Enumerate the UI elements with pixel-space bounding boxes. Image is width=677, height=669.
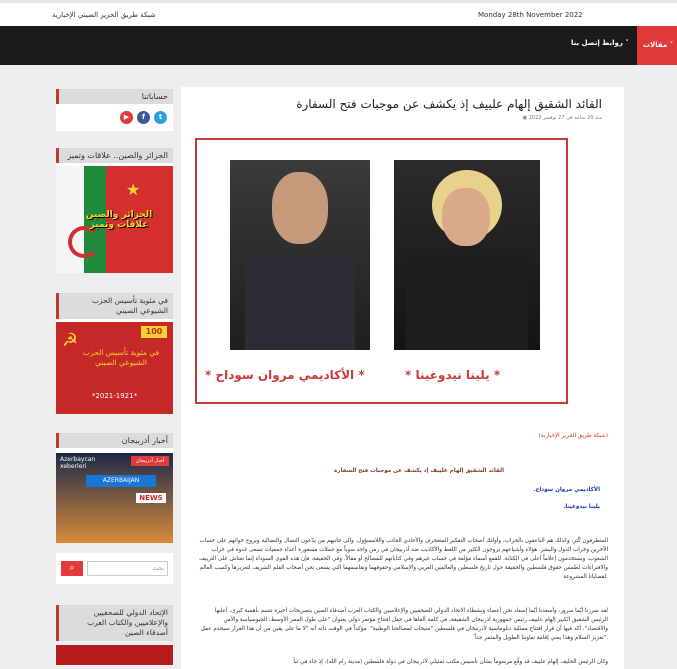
clock-icon: ▣ xyxy=(522,115,529,121)
photo-yelena xyxy=(394,160,540,350)
azerbaijan-news-label: NEWS xyxy=(136,493,166,503)
algeria-china-image[interactable] xyxy=(56,166,173,273)
nav-item-articles[interactable]: مقالات ˅ xyxy=(637,26,677,65)
hammer-sickle-icon: ☭ xyxy=(62,330,79,351)
sidebar-section-algeria xyxy=(56,148,173,273)
author-marwan: .الأكاديمي مروان سوداح xyxy=(533,487,600,493)
article-meta: ▣ منذ 20 ساعة في 27 نوفمبر 2022 xyxy=(522,115,602,121)
sidebar-section-azerbaijan xyxy=(56,433,173,584)
cpc-image-text: في مئوية تأسيس الحزب الشيوعي الصيني xyxy=(82,348,160,367)
widget-title-cpc: في مئوية تأسيس الحزب الشيوعي الصيني xyxy=(56,293,173,319)
article-title: القائد الشقيق إلهام علييف إذ يكشف عن موجبات فتح السفارة xyxy=(296,97,602,111)
sidebar xyxy=(56,89,173,131)
search-widget xyxy=(56,553,173,584)
algeria-widget-box xyxy=(56,163,173,273)
search-button[interactable] xyxy=(61,561,83,576)
search-input[interactable]: بحث xyxy=(87,561,168,576)
author-yelena: .يلينا نيدوغينا xyxy=(563,504,600,510)
article-paragraph-1: المتطرفون كُثر، وكذلك هم الناعقون بالخراب، وأولئك أصحاب التفكير المتعجرف والأحادي الجانب واللامسؤول، والى جانبهم من يدّعون النضال والنضالية ويروج خوائهم على حساب الآخرين وخراب الدول والبشر. هؤلاء وأشياعهم يروجون الكثير من اللغط والأكاذيب ضد أذربيجان في زمن واحد سوياً مع حملات مسعورة أعداء جمعيات تسعى غدوة في خراب الشعوب، ويستخدمون إعلاماً أعلى في الكتابة. للقمع أسماء مؤلفة في حساب غيرهم وفي كتاباتهم للمصالح أو مقالاً. وفي الحقيقة، فإن هذه القوى السوداء إنما تعتاش على التزييف والافتراءات لطمس حقوق فلسطين والحقيقة حول تاريخ فلسطين والعالمين العربي والإسلامي وحقوقهما وتقاسمهما التي يسعى نحن أصحاب القلم الشريف لتعزيزها وكسب العالم لقضايانا المشروعة. xyxy=(199,538,608,580)
article-subtitle: القائد الشقيق إلهام علييف إذ يكشف عن موجبات فتح السفارة xyxy=(333,468,504,474)
article-source: (شبكة طريق الحرير الإخبارية) xyxy=(538,433,608,439)
widget-title-accounts: حساباتنا xyxy=(56,89,173,104)
azerbaijan-image-text: Azerbaycan xeberleri xyxy=(60,456,96,470)
azerbaijan-widget-box xyxy=(56,448,173,543)
algeria-image-text: الجزائر والصين علاقات وتميز xyxy=(85,210,153,230)
widget-title-azerbaijan: أخبار أذربيجان xyxy=(56,433,173,448)
main-navigation xyxy=(0,26,677,65)
nav-item-links[interactable]: روابط ˅ xyxy=(602,39,629,47)
nav-item-contact[interactable]: إتصل بنا xyxy=(571,39,600,47)
site-name[interactable]: شبكة طريق الحرير الصيني الإخبارية xyxy=(52,11,156,19)
current-date: Monday 28th November 2022 xyxy=(478,11,583,19)
twitter-icon[interactable]: t xyxy=(154,111,167,124)
sidebar-section-union xyxy=(56,605,173,665)
facebook-icon[interactable]: f xyxy=(137,111,150,124)
cpc-widget-box xyxy=(56,319,173,414)
star-icon: ★ xyxy=(126,180,141,199)
caption-yelena: * يلينا نيدوغينا * xyxy=(405,368,501,382)
article-paragraph-2: لقد سررنا أيّما سرور، وأسعدنا أيّما إسعاد نحن أعضاء ونشطاء الاتحاد الدولي للصحفيين والإعلاميين والكتاب العرب أصدقاء الصين بتصريحات أخيرة تتسم بأهمية كبرى، أعلنها الرئيس الشقيق الكبير إلهام علييف رئيس جمهورية أذربيجان الشقيقة، في كلمة ألقاها في حفل افتتاح مؤتمر دولي بعنوان "على طول الممر الأوسط: الجيوسياسة والأمن والاقتصاد"، أكد فيها أن قرار افتتاح ممثلية دبلوماسية لأذربيجان في فلسطين "سيحاب لمصالحنا الوطنية". مؤكداً في الوقت ذاته أنه "لا ما على يقين من أن هذا القرار سيحدم عمل تعزيز السلام وهذا يعني إقامة تعاوننا الطويل والمثمر جداً". xyxy=(200,608,608,641)
sidebar-section-cpc xyxy=(56,293,173,414)
widget-title-union: الإتحاد الدولي للصحفيين والإعلاميين والكتاب العرب أصدقاء الصين xyxy=(56,605,173,641)
top-bar xyxy=(0,0,677,26)
photo-marwan xyxy=(230,160,370,350)
cpc-years: *2021-1921* xyxy=(91,392,138,400)
search-icon: ⌕ xyxy=(69,563,75,573)
union-image[interactable] xyxy=(56,645,173,665)
caption-marwan: * الأكاديمي مروان سوداح * xyxy=(205,368,365,382)
featured-image[interactable] xyxy=(195,138,568,404)
social-links xyxy=(56,104,173,131)
youtube-icon[interactable]: ▶ xyxy=(120,111,133,124)
article xyxy=(181,87,624,669)
article-paragraph-3: وكان الرئيس الحليف إلهام علييف قد وقّع مرسوماً بشأن تأسيس مكتب تمثيلي لأذربيجان في دولة فلسطين (مدينة رام الله)، إذ جاء في نبأ xyxy=(293,659,608,665)
widget-title-algeria: الجزائر والصين.. علاقات وتميز xyxy=(56,148,173,163)
cpc-centenary-image[interactable]: ☭ 100 في مئوية تأسيس الحزب الشيوعي الصيني *2021-1921* xyxy=(56,322,173,414)
azerbaijan-news-image[interactable]: Azerbaycan xeberleri أخبار أذربيجان AZERBAIJAN NEWS xyxy=(56,453,173,543)
